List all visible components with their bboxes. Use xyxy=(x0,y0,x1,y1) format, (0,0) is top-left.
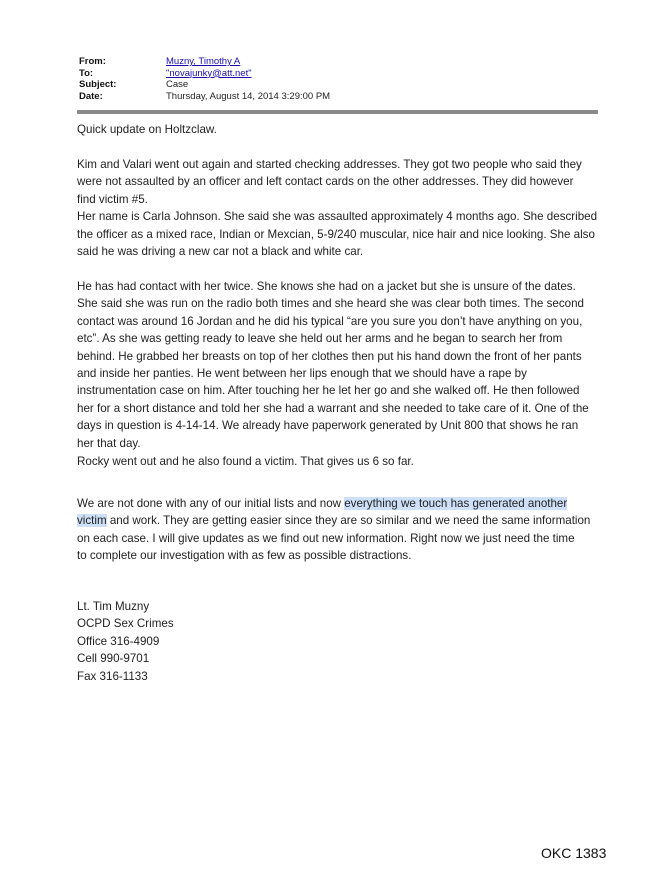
text-line: to complete our investigation with as few as possible distractions. xyxy=(77,549,412,563)
text-line: Fax 316-1133 xyxy=(77,669,148,683)
text-segment: and work. They are getting easier since they are so similar and we need the same information xyxy=(106,514,591,528)
text-line xyxy=(77,495,590,512)
paragraph-3 xyxy=(77,278,589,452)
from-label: From: xyxy=(79,56,106,67)
text-line: Office 316-4909 xyxy=(77,634,160,648)
text-line xyxy=(77,512,590,529)
highlighted-text[interactable]: victim xyxy=(77,514,107,528)
date-value: Thursday, August 14, 2014 3:29:00 PM xyxy=(166,91,331,103)
text-line: her for a short distance and told her she had a warrant and she needed to take care of it. One of the xyxy=(77,401,589,415)
text-line: Kim and Valari went out again and started checking addresses. They got two people who said they xyxy=(77,158,582,171)
to-row xyxy=(79,68,330,80)
text-line: find victim #5. xyxy=(77,192,148,206)
highlighted-text[interactable]: everything we touch has generated another xyxy=(344,497,568,510)
text-line: contact was around 16 Jordan and he did his typical “are you sure you don’t have anything on you, xyxy=(77,314,583,328)
date-label: Date: xyxy=(79,91,103,103)
text-line: said he was driving a new car not a black and white car. xyxy=(77,245,364,259)
text-line: Lt. Tim Muzny xyxy=(77,600,150,613)
text-line: on each case. I will give updates as we find out new information. Right now we just need the time xyxy=(77,531,575,545)
text-line: Her name is Carla Johnson. She said she was assaulted approximately 4 months ago. She described xyxy=(77,210,598,224)
subject-value: Case xyxy=(166,79,189,91)
text-line: her that day. xyxy=(77,436,141,450)
from-link[interactable]: Muzny, Timothy A xyxy=(166,56,241,67)
to-label: To: xyxy=(79,67,94,79)
to-link[interactable]: "novajunky@att.net" xyxy=(166,67,252,79)
text-line: instrumentation case on him. After touching her he let her go and she walked off. He then followed xyxy=(77,384,580,398)
subject-label: Subject: xyxy=(79,79,117,91)
paragraph-5 xyxy=(77,495,590,565)
text-line: were not assaulted by an officer and left contact cards on the other addresses. They did however xyxy=(77,175,574,189)
text-line: Quick update on Holtzclaw. xyxy=(77,123,217,136)
text-line: Rocky went out and he also found a victim. That gives us 6 so far. xyxy=(77,455,414,468)
paragraph-2 xyxy=(77,156,597,260)
text-segment: We are not done with any of our initial lists and now xyxy=(77,497,345,510)
text-line: Cell 990-9701 xyxy=(77,652,150,666)
text-line: He has had contact with her twice. She knows she had on a jacket but she is unsure of the dates. xyxy=(77,280,576,293)
text-line: She said she was run on the radio both times and she heard she was clear both times. The second xyxy=(77,297,584,311)
text-line: etc”. As she was getting ready to leave she held out her arms and he began to search her from xyxy=(77,332,563,346)
text-line: OCPD Sex Crimes xyxy=(77,617,174,631)
signature-block xyxy=(77,598,174,685)
text-line: the officer as a mixed race, Indian or Mexcian, 5-9/240 muscular, nice hair and nice looking. She also xyxy=(77,227,595,241)
paragraph-4 xyxy=(77,453,414,470)
email-header xyxy=(79,56,330,103)
date-row xyxy=(79,91,330,103)
bates-number: OKC 1383 xyxy=(541,845,607,861)
subject-row xyxy=(79,79,330,91)
text-line: behind. He grabbed her breasts on top of her clothes then put his hand down the front of her pants xyxy=(77,349,582,363)
paragraph-1 xyxy=(77,121,217,138)
from-row xyxy=(79,56,330,68)
header-divider xyxy=(77,110,598,114)
text-line: and inside her panties. He went between her lips enough that we should have a rape by xyxy=(77,367,527,381)
text-line: days in question is 4-14-14. We already have paperwork generated by Unit 800 that shows he ran xyxy=(77,419,579,433)
